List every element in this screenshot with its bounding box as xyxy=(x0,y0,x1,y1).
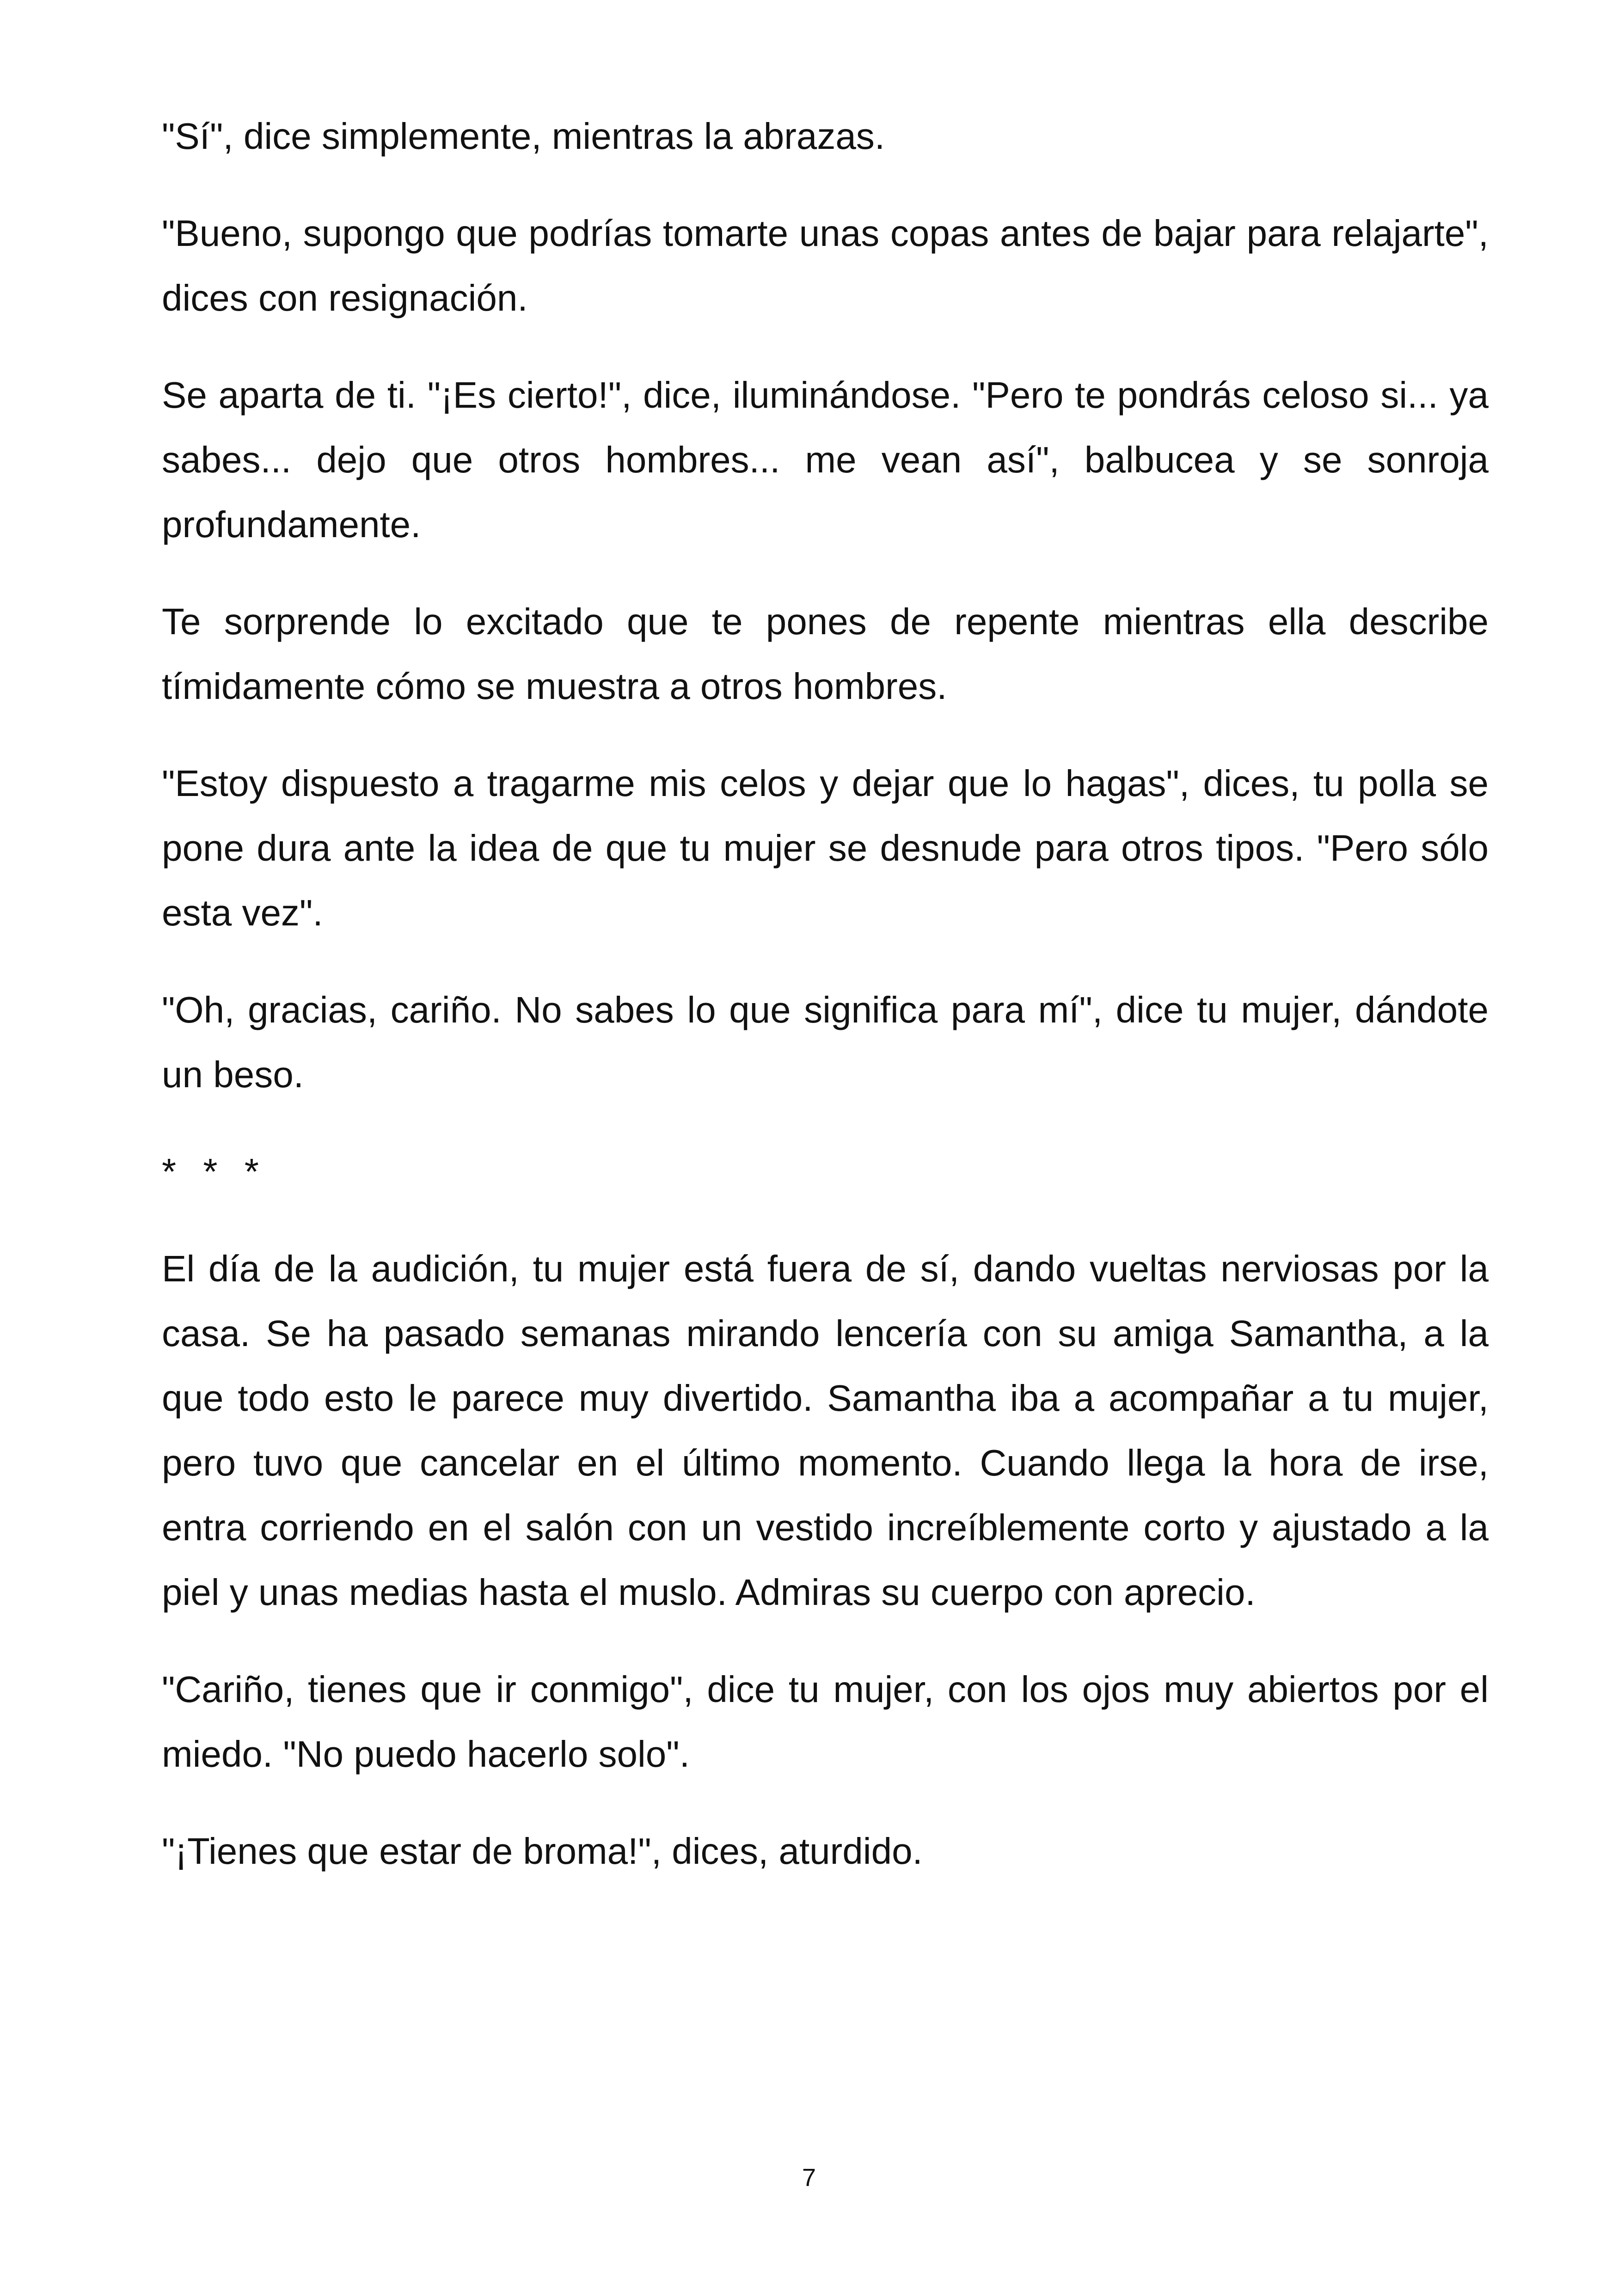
paragraph-8: "Cariño, tienes que ir conmigo", dice tu mujer, con los ojos muy abiertos por el miedo. "No puedo hacerlo solo". xyxy=(162,1669,1489,1775)
paragraph-4: Te sorprende lo excitado que te pones de repente mientras ella describe tímidamente cómo se muestra a otros hombres. xyxy=(162,601,1489,707)
paragraph-7: El día de la audición, tu mujer está fuera de sí, dando vueltas nerviosas por la casa. Se ha pasado semanas mirando lencería con su amiga Samantha, a la que todo esto le parece muy divertido. Samantha iba a acompañar a tu mujer, pero tuvo que cancelar en el último momento. Cuando llega la hora de irse, entra corriendo en el salón con un vestido increíblemente corto y ajustado a la piel y unas medias hasta el muslo. Admiras su cuerpo con aprecio. xyxy=(162,1248,1489,1613)
paragraph-3: Se aparta de ti. "¡Es cierto!", dice, iluminándose. "Pero te pondrás celoso si... ya sabes... dejo que otros hombres... me vean así", balbucea y se sonroja profundamente. xyxy=(162,374,1489,545)
page-number: 7 xyxy=(802,2164,816,2192)
paragraph-2: "Bueno, supongo que podrías tomarte unas copas antes de bajar para relajarte", dices con resignación. xyxy=(162,213,1489,318)
paragraph-6: "Oh, gracias, cariño. No sabes lo que significa para mí", dice tu mujer, dándote un beso. xyxy=(162,989,1489,1095)
body-text xyxy=(162,104,1489,1916)
scene-separator: * * * xyxy=(162,1151,267,1192)
paragraph-1: "Sí", dice simplemente, mientras la abrazas. xyxy=(162,116,885,157)
paragraph-5: "Estoy dispuesto a tragarme mis celos y dejar que lo hagas", dices, tu polla se pone dura ante la idea de que tu mujer se desnude para otros tipos. "Pero sólo esta vez". xyxy=(162,763,1489,933)
paragraph-9: "¡Tienes que estar de broma!", dices, aturdido. xyxy=(162,1831,923,1872)
